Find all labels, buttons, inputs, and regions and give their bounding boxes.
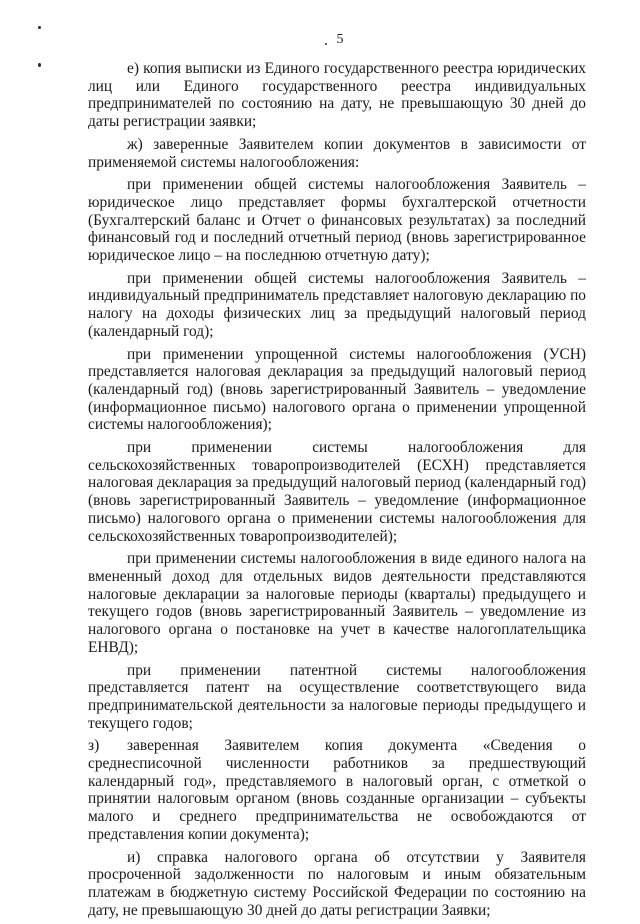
- page-number: 5: [336, 32, 344, 47]
- paragraph-usn: при применении упрощенной системы налогообложения (УСН) представляется налоговая декларация за предыдущий налоговый период (календарный год) (вновь зарегистрированный Заявитель – уведомление (информационное письмо) налогового органа о применении упрощенной системы налогообложения);: [88, 345, 586, 434]
- item-z-text: заверенная Заявителем копия документа «Сведения о среднесписочной численности работников за предшествующий календарный год», представляемого в налоговый орган, с отметкой о принятии налоговым органом (вновь созданные организации – субъекты малого и среднего предпринимательства не освобождаются от представления копии документа);: [88, 737, 586, 843]
- paragraph-patent: при применении патентной системы налогообложения представляется патент на осуществление соответствующего вида предпринимательской деятельности за налоговые периоды предыдущего и текущего годов;: [88, 661, 586, 732]
- paragraph-eshn: при применении системы налогообложения для сельскохозяйственных товаропроизводителей (ЕСХН) представляется налоговая декларация за предыдущий налоговый период (календарный год) (вновь зарегистрированный Заявитель – уведомление (информационное письмо) налогового органа о применении системы налогообложения для сельскохозяйственных товаропроизводителей);: [88, 439, 586, 545]
- paragraph-item-e: е) копия выписки из Единого государственного реестра юридических лиц или Единого государственного реестра индивидуальных предпринимателей по состоянию на дату, не превышающую 30 дней до даты регистрации заявки;: [88, 60, 586, 131]
- item-z-marker: з): [88, 737, 100, 755]
- paragraph-item-i: и) справка налогового органа об отсутствии у Заявителя просроченной задолженности по налоговым и иным обязательным платежам в бюджетную систему Российской Федерации по состоянию на дату, не превышающую 30 дней до даты регистрации Заявки;: [88, 848, 586, 919]
- paragraph-item-zh: ж) заверенные Заявителем копии документов в зависимости от применяемой системы налогообложения:: [88, 135, 586, 171]
- document-body: [88, 60, 586, 924]
- paragraph-osn-legal-entity: при применении общей системы налогообложения Заявитель – юридическое лицо представляет формы бухгалтерской отчетности (Бухгалтерский баланс и Отчет о финансовых результатах) за последний финансовый год и последний отчетный период (вновь зарегистрированное юридическое лицо – на последнюю отчетную дату);: [88, 176, 586, 265]
- paragraph-item-z: [88, 737, 586, 843]
- scan-speck: [38, 63, 41, 67]
- paragraph-envd: при применении системы налогообложения в виде единого налога на вмененный доход для отдельных видов деятельности представляются налоговые декларации за налоговые периоды (кварталы) предыдущего и текущего годов (вновь зарегистрированный Заявитель – уведомление из налогового органа о постановке на учет в качестве налогоплательщика ЕНВД);: [88, 550, 586, 656]
- scan-speck: [38, 26, 41, 29]
- paragraph-osn-entrepreneur: при применении общей системы налогообложения Заявитель – индивидуальный предприниматель представляет налоговую декларацию по налогу на доходы физических лиц за предыдущий налоговый период (календарный год);: [88, 269, 586, 340]
